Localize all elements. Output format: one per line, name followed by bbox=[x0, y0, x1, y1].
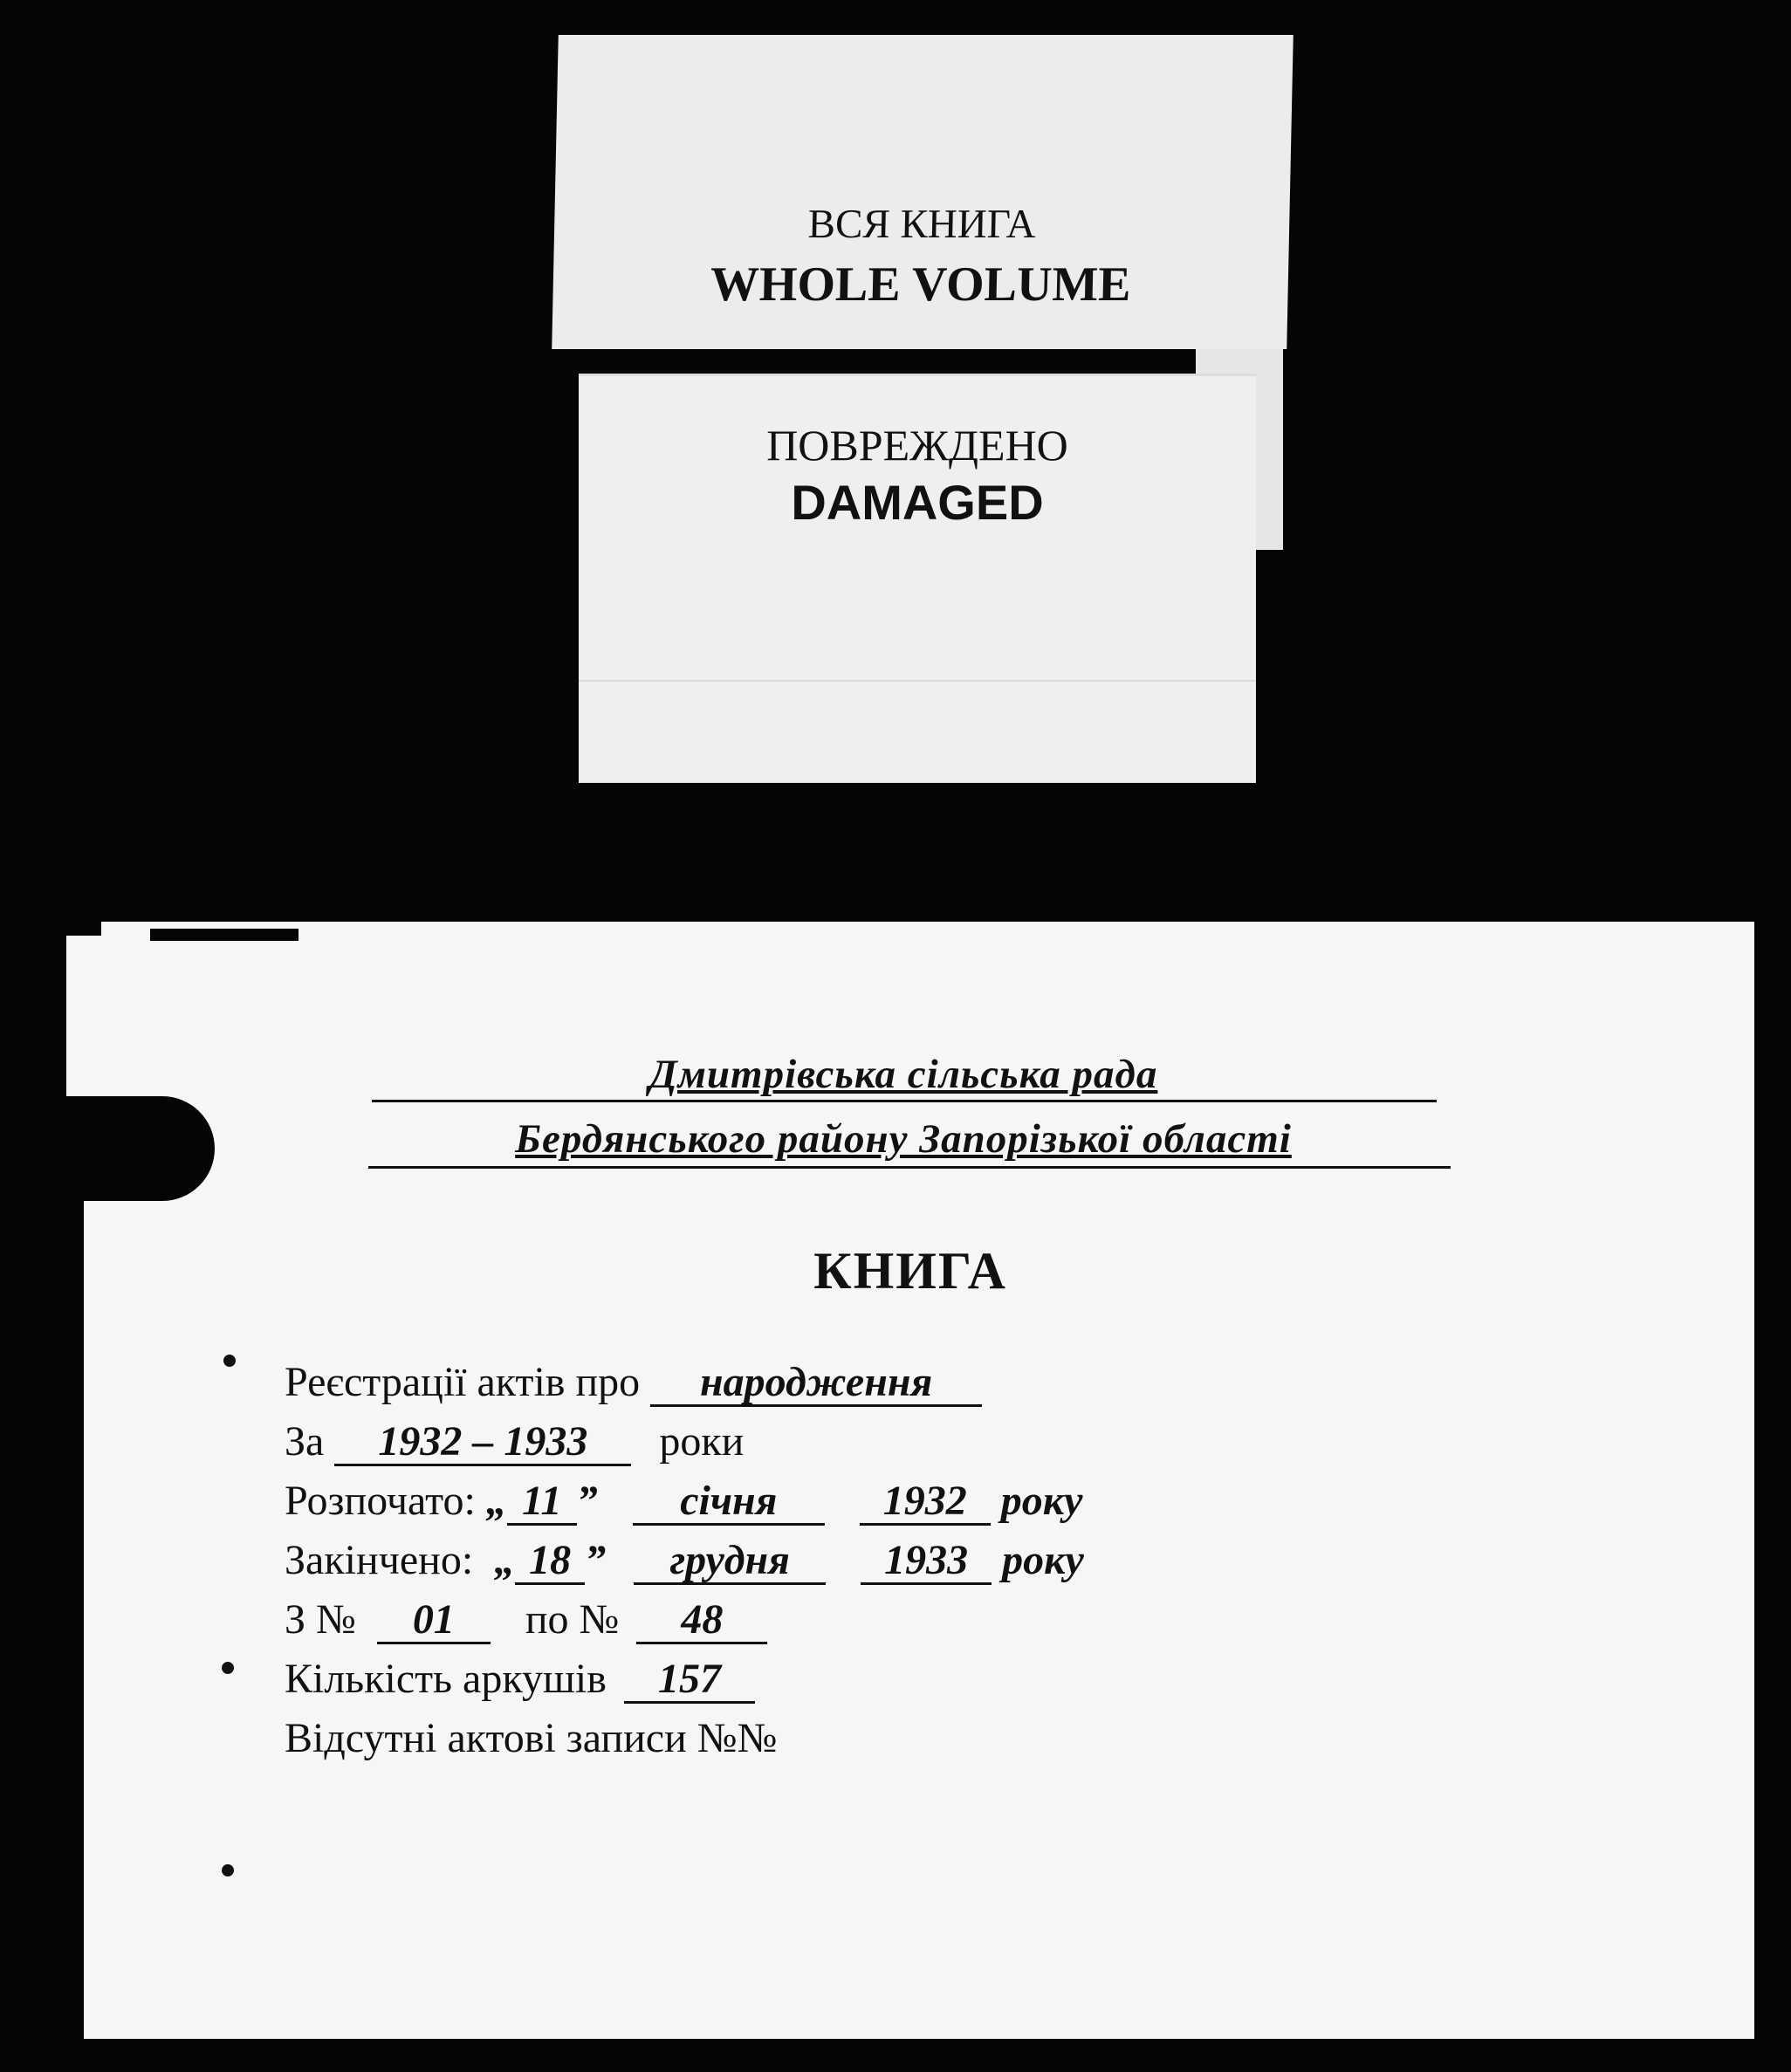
punch-hole bbox=[223, 1355, 236, 1367]
started-row: Розпочато: „ 11 ” січня 1932 року bbox=[285, 1477, 1082, 1526]
finished-year: 1933 bbox=[861, 1539, 992, 1585]
torn-edge bbox=[150, 929, 298, 941]
sheets-count: 157 bbox=[624, 1657, 755, 1704]
years-row bbox=[285, 1417, 744, 1466]
torn-edge-notch bbox=[66, 1096, 215, 1201]
registration-type: народження bbox=[650, 1361, 982, 1407]
started-year: 1932 bbox=[860, 1479, 991, 1526]
years-value: 1932 – 1933 bbox=[334, 1420, 631, 1466]
header-rule bbox=[372, 1100, 1437, 1102]
from-number: 01 bbox=[377, 1598, 491, 1644]
started-label: Розпочато: bbox=[285, 1478, 476, 1524]
council-name: Дмитрівська сільська рада bbox=[648, 1052, 1158, 1097]
finished-day: 18 bbox=[515, 1539, 585, 1585]
finished-year-word: року bbox=[1002, 1537, 1084, 1583]
damaged-card bbox=[579, 374, 1256, 783]
started-day: 11 bbox=[507, 1479, 577, 1526]
whole-volume-label-uk: ВСЯ КНИГА bbox=[807, 202, 1037, 247]
finished-label: Закінчено: bbox=[285, 1537, 474, 1583]
punch-hole bbox=[222, 1662, 234, 1674]
damaged-label-en: DAMAGED bbox=[791, 475, 1044, 530]
header-rule bbox=[368, 1166, 1451, 1169]
to-label: по № bbox=[525, 1596, 620, 1643]
sheets-row bbox=[285, 1655, 755, 1704]
missing-row bbox=[285, 1714, 777, 1762]
book-title: КНИГА bbox=[813, 1242, 1007, 1300]
started-month: січня bbox=[633, 1479, 825, 1526]
finished-month: грудня bbox=[634, 1539, 826, 1585]
to-number: 48 bbox=[636, 1598, 767, 1644]
from-label: З № bbox=[285, 1596, 356, 1643]
torn-edge bbox=[66, 922, 101, 936]
whole-volume-label-en: WHOLE VOLUME bbox=[710, 257, 1132, 312]
registration-row bbox=[285, 1358, 982, 1407]
whole-volume-card bbox=[552, 35, 1294, 349]
finished-row: Закінчено: „ 18 ” грудня 1933 року bbox=[285, 1536, 1084, 1585]
torn-edge bbox=[66, 1201, 84, 2039]
sheets-label: Кількість аркушів bbox=[285, 1656, 607, 1702]
numbers-row bbox=[285, 1595, 767, 1644]
started-year-word: року bbox=[1000, 1478, 1083, 1524]
registration-label: Реєстрації актів про bbox=[285, 1359, 641, 1405]
punch-hole bbox=[222, 1864, 234, 1876]
missing-label: Відсутні актові записи №№ bbox=[285, 1715, 778, 1761]
card-fold-line bbox=[579, 680, 1256, 682]
council-region: Бердянського району Запорізької області bbox=[515, 1116, 1292, 1162]
damaged-label-uk: ПОВРЕЖДЕНО bbox=[766, 421, 1068, 470]
years-suffix: роки bbox=[659, 1418, 745, 1465]
register-cover-page bbox=[66, 922, 1754, 2039]
for-label: За bbox=[285, 1418, 325, 1465]
